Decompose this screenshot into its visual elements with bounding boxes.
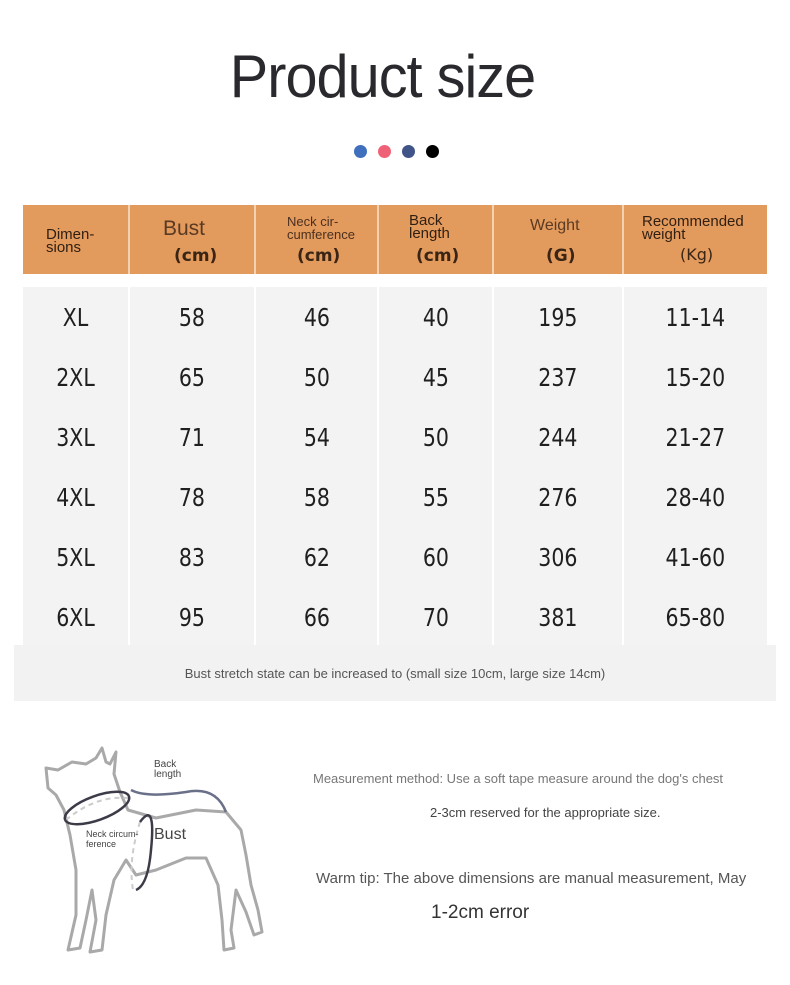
header-dimensions: Dimen- sions (23, 205, 130, 274)
value-cell: 306 (494, 527, 624, 587)
value-cell: 71 (130, 407, 256, 467)
value-cell: 237 (494, 347, 624, 407)
value-cell: 58 (130, 287, 256, 347)
value-cell: 40 (379, 287, 494, 347)
value-cell: 195 (494, 287, 624, 347)
size-table (23, 205, 767, 653)
color-dot-pink[interactable] (378, 145, 391, 158)
value-cell: 66 (256, 587, 379, 647)
table-body (23, 287, 767, 653)
size-cell: 4XL (23, 467, 130, 527)
value-cell: 62 (256, 527, 379, 587)
table-row (23, 287, 767, 347)
value-cell: 60 (379, 527, 494, 587)
value-cell: 54 (256, 407, 379, 467)
warm-tip: Warm tip: The above dimensions are manual measurement, May (316, 870, 747, 887)
page-title: Product size (229, 43, 536, 110)
dog-measurement-diagram (36, 740, 276, 960)
value-cell: 50 (379, 407, 494, 467)
color-dot-navy[interactable] (402, 145, 415, 158)
value-cell: 70 (379, 587, 494, 647)
value-cell: 50 (256, 347, 379, 407)
header-recommended-weight: Recommended weight (Kg) (642, 213, 744, 264)
table-row (23, 587, 767, 647)
measurement-error: 1-2cm error (431, 902, 530, 923)
value-cell: 95 (130, 587, 256, 647)
back-length-label: Back length (154, 759, 182, 780)
stretch-note: Bust stretch state can be increased to (small size 10cm, large size 14cm) (14, 645, 776, 701)
color-swatches (354, 145, 439, 158)
table-row (23, 527, 767, 587)
value-cell: 15-20 (665, 362, 726, 392)
measurement-method: Measurement method: Use a soft tape measure around the dog's chest (313, 771, 724, 786)
header-neck: Neck cir- cumference (cm) (256, 205, 379, 274)
value-cell: 55 (379, 467, 494, 527)
value-cell: 381 (494, 587, 624, 647)
header-back-length: Back length (cm) (379, 205, 494, 274)
bust-label: Bust (154, 826, 187, 843)
neck-circumference-label: Neck circum- ference (86, 829, 139, 849)
value-cell: 83 (130, 527, 256, 587)
header-bust: Bust (cm) (130, 205, 256, 274)
value-cell: 45 (379, 347, 494, 407)
color-dot-black[interactable] (426, 145, 439, 158)
value-cell: 21-27 (665, 422, 726, 452)
value-cell: 58 (256, 467, 379, 527)
value-cell: 41-60 (665, 542, 726, 572)
value-cell: 46 (256, 287, 379, 347)
size-cell: 5XL (23, 527, 130, 587)
value-cell: 244 (494, 407, 624, 467)
value-cell: 11-14 (665, 302, 726, 332)
measurement-reserve: 2-3cm reserved for the appropriate size. (430, 805, 661, 820)
size-cell: 6XL (23, 587, 130, 647)
table-row (23, 407, 767, 467)
table-row (23, 467, 767, 527)
value-cell: 65-80 (665, 602, 726, 632)
value-cell: 276 (494, 467, 624, 527)
value-cell: 65 (130, 347, 256, 407)
size-cell: 3XL (23, 407, 130, 467)
table-row (23, 347, 767, 407)
header-weight: Weight (G) (494, 205, 624, 274)
size-cell: 2XL (23, 347, 130, 407)
size-cell: XL (23, 287, 130, 347)
value-cell: 28-40 (665, 482, 726, 512)
value-cell: 78 (130, 467, 256, 527)
table-header (23, 205, 767, 274)
color-dot-blue[interactable] (354, 145, 367, 158)
